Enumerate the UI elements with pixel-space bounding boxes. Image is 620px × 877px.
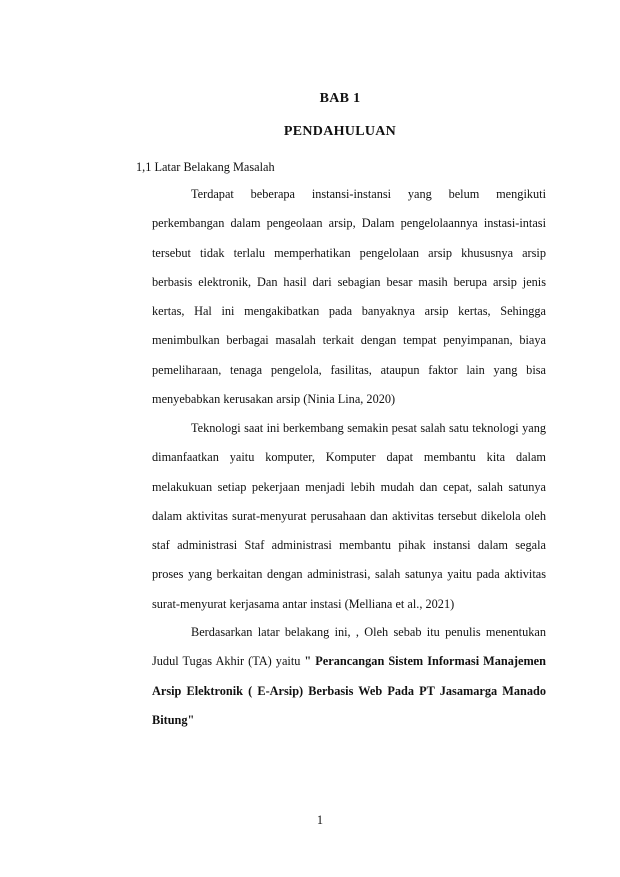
paragraph-thesis-title (152, 618, 546, 735)
paragraph-background (152, 180, 546, 414)
chapter-number: BAB 1 (319, 91, 361, 106)
section-heading: 1,1 Latar Belakang Masalah (136, 160, 275, 174)
paragraph-lead-text: Berdasarkan latar belakang ini, , Oleh sebab itu penulis menentukan Judul Tugas Akhir (TA) yaitu (152, 625, 546, 669)
paragraph-technology (152, 414, 546, 619)
paragraph-text: Teknologi saat ini berkembang semakin pesat salah satu teknologi yang dimanfaatkan yaitu komputer, Komputer dapat membantu kita dalam melakukuan setiap pekerjaan menjadi lebih mudah dan cepat, salah satunya dalam aktivitas surat-menyurat perusahaan dan aktivitas tersebut dikelola oleh staf administrasi Staf administrasi membantu pihak instansi dalam segala proses yang berkaitan dengan administrasi, salah satunya yaitu pada aktivitas surat-menyurat kerjasama antar instasi (Melliana et al., 2021) (152, 421, 546, 611)
page-number: 1 (316, 813, 324, 827)
chapter-title: PENDAHULUAN (283, 124, 397, 139)
thesis-title-text: " Perancangan Sistem Informasi Manajemen Arsip Elektronik ( E-Arsip) Berbasis Web Pada PT Jasamarga Manado Bitung" (152, 654, 546, 727)
paragraph-text: Terdapat beberapa instansi-instansi yang belum mengikuti perkembangan dalam pengeolaan arsip, Dalam pengelolaannya instasi-intasi tersebut tidak terlalu memperhatikan pengelolaan arsip khususnya arsip berbasis elektronik, Dan hasil dari sebagian besar masih berupa arsip jenis kertas, Hal ini mengakibatkan pada banyaknya arsip kertas, Sehingga menimbulkan berbagai masalah terkait dengan tempat penyimpanan, biaya pemeliharaan, tenaga pengelola, fasilitas, ataupun faktor lain yang bisa menyebabkan kerusakan arsip (Ninia Lina, 2020) (152, 187, 546, 406)
